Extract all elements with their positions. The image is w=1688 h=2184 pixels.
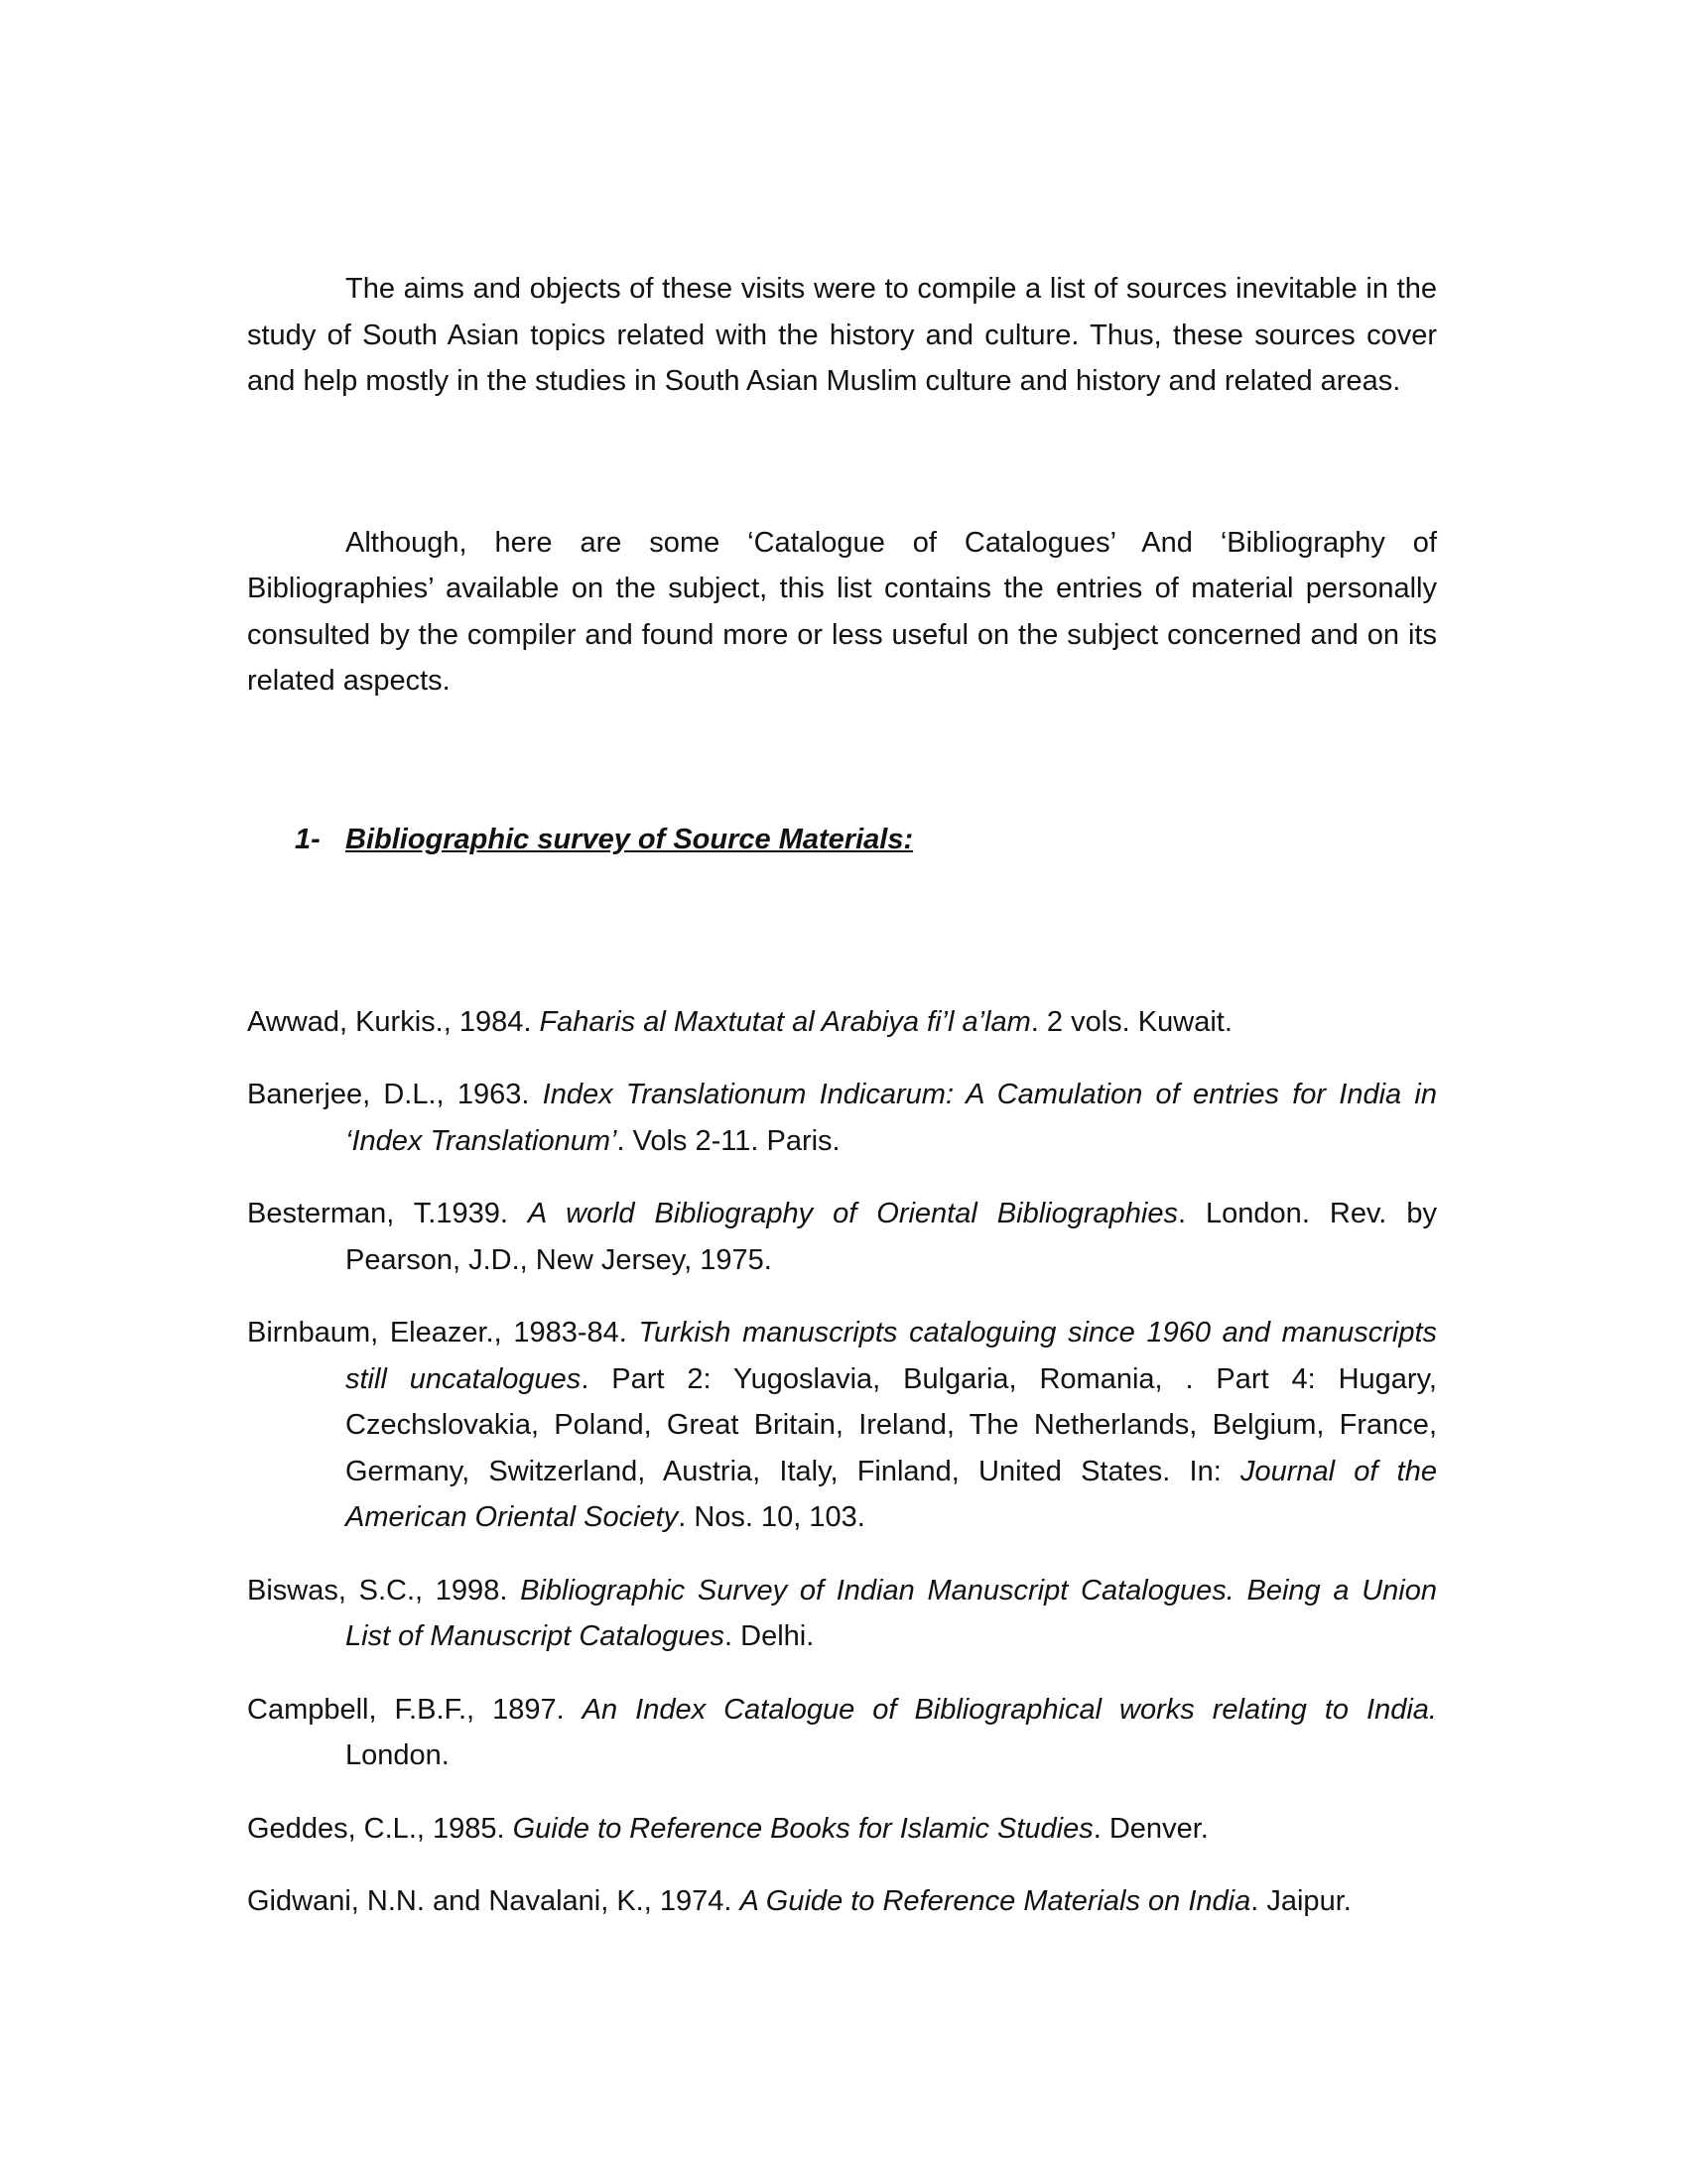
bibliography-entry: Biswas, S.C., 1998. Bibliographic Survey of Indian Manuscript Catalogues. Being a Union List of Manuscript Catalogues. Delhi. xyxy=(247,1574,1437,1652)
bibliography-entry: Besterman, T.1939. A world Bibliography of Oriental Bibliographies. London. Rev. by Pearson, J.D., New Jersey, 1975. xyxy=(247,1198,1437,1276)
bibliography-entry: Birnbaum, Eleazer., 1983-84. Turkish manuscripts cataloguing since 1960 and manuscripts still uncatalogues. Part 2: Yugoslavia, Bulgaria, Romania, . Part 4: Hugary, Czechslovakia, Poland, Great Britain, Ireland, The Netherlands, Belgium, France, Germany, Switzerland, Austria, Italy, Finland, United States. In: Journal of the American Oriental Society. Nos. 10, 103. xyxy=(247,1317,1438,1533)
scope-paragraph: Although, here are some ‘Catalogue of Catalogues’ And ‘Bibliography of Bibliographies’ available on the subject, this list contains the entries of material personally consulted by the compiler and found more or less useful on the subject concerned and on its related aspects. xyxy=(247,526,1437,697)
bibliography-entry: Banerjee, D.L., 1963. Index Translationum Indicarum: A Camulation of entries for India in ‘Index Translationum’. Vols 2-11. Paris. xyxy=(247,1079,1437,1157)
section-heading xyxy=(247,817,1437,862)
section-title: Bibliographic survey of Source Materials: xyxy=(345,823,914,855)
bibliography-entry: Gidwani, N.N. and Navalani, K., 1974. A Guide to Reference Materials on India. Jaipur. xyxy=(247,1885,1352,1917)
section-number: 1- xyxy=(295,823,321,855)
bibliography-list xyxy=(247,999,1437,1925)
bibliography-entry: Awwad, Kurkis., 1984. Faharis al Maxtutat al Arabiya fi’l a’lam. 2 vols. Kuwait. xyxy=(247,1005,1233,1038)
intro-paragraph: The aims and objects of these visits were to compile a list of sources inevitable in the study of South Asian topics related with the history and culture. Thus, these sources cover and help mostly in the studies in South Asian Muslim culture and history and related areas. xyxy=(247,273,1437,397)
bibliography-entry: Campbell, F.B.F., 1897. An Index Catalogue of Bibliographical works relating to India. London. xyxy=(247,1693,1437,1771)
bibliography-entry: Geddes, C.L., 1985. Guide to Reference Books for Islamic Studies. Denver. xyxy=(247,1812,1209,1845)
document-page xyxy=(247,266,1437,1952)
